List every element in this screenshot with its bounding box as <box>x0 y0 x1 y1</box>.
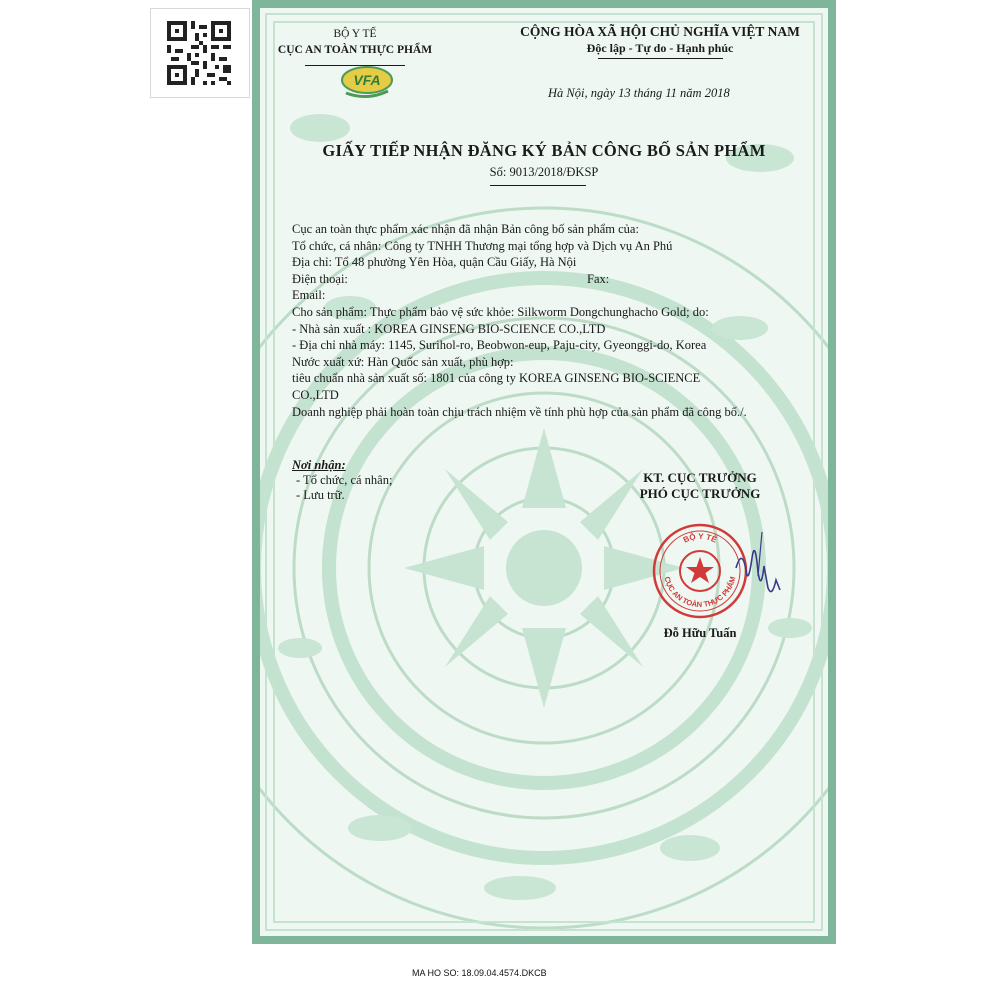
email-line: Email: <box>292 288 326 303</box>
republic-name: CỘNG HÒA XÃ HỘI CHỦ NGHĨA VIỆT NAM <box>520 24 800 39</box>
stamp-top-text: BỘ Y TẾ <box>681 531 719 545</box>
signer-name: Đỗ Hữu Tuấn <box>663 626 737 640</box>
phone-fax-line <box>292 271 747 288</box>
national-motto: Độc lập - Tự do - Hạnh phúc <box>586 41 734 55</box>
document-number: Số: 9013/2018/ĐKSP <box>489 165 599 179</box>
responsibility-line: Doanh nghiệp phải hoàn toàn chịu trách nhiệm về tính phù hợp của sản phẩm đã công bố./. <box>292 404 747 419</box>
document-title: GIẤY TIẾP NHẬN ĐĂNG KÝ BẢN CÔNG BỐ SẢN PHẨM <box>322 141 766 160</box>
certificate-body <box>292 221 747 420</box>
signer-title-block <box>600 470 800 502</box>
factory-address-line: - Địa chỉ nhà máy: 1145, Surihol-ro, Beobwon-eup, Paju-city, Gyeonggi-do, Korea <box>292 338 707 353</box>
stamp-bottom-text: CỤC AN TOÀN THỰC PHẨM <box>662 575 738 610</box>
agency-name: CỤC AN TOÀN THỰC PHẨM <box>277 44 433 56</box>
signer-title-2: PHÓ CỤC TRƯỞNG <box>639 486 761 501</box>
organization-line: Tổ chức, cá nhân: Công ty TNHH Thương mại tổng hợp và Dịch vụ An Phú <box>292 238 673 253</box>
certificate-paper <box>260 8 828 936</box>
manufacturer-line: - Nhà sản xuất : KOREA GINSENG BIO-SCIENCE CO.,LTD <box>292 321 606 336</box>
motto-underline <box>598 58 723 59</box>
recipients-label: Nơi nhận: <box>292 458 346 472</box>
qr-code-frame <box>150 8 250 98</box>
issuer-block <box>260 26 450 58</box>
svg-text:CỤC AN TOÀN THỰC PHẨM <box>663 576 738 609</box>
signer-title-1: KT. CỤC TRƯỞNG <box>643 470 757 485</box>
recipient-item: - Tổ chức, cá nhân; <box>296 473 393 487</box>
standard-line-1: tiêu chuẩn nhà sản xuất số: 1801 của công ty KOREA GINSENG BIO-SCIENCE <box>292 371 701 386</box>
dossier-code: MA HO SO: 18.09.04.4574.DKCB <box>412 968 547 978</box>
title-underline <box>490 185 586 186</box>
address-line: Địa chỉ: Tổ 48 phường Yên Hòa, quận Cầu Giấy, Hà Nội <box>292 255 577 270</box>
origin-line: Nước xuất xứ: Hàn Quốc sản xuất, phù hợp: <box>292 354 514 369</box>
vfa-logo-icon <box>340 63 394 99</box>
fax-label: Fax: <box>587 271 610 286</box>
certificate-frame <box>252 0 836 944</box>
intro-line: Cục an toàn thực phẩm xác nhận đã nhận Bản công bố sản phẩm của: <box>292 222 639 236</box>
vfa-logo-text: VFA <box>353 72 381 88</box>
recipient-item: - Lưu trữ. <box>296 488 345 502</box>
recipients-block <box>292 458 392 503</box>
handwritten-signature <box>728 528 788 608</box>
product-line: Cho sản phẩm: Thực phẩm bảo vệ sức khỏe: Silkworm Dongchunghacho Gold; do: <box>292 304 709 319</box>
qr-code-icon <box>167 21 231 85</box>
phone-label: Điện thoại: <box>292 271 348 286</box>
standard-line-2: CO.,LTD <box>292 387 339 402</box>
issue-date: Hà Nội, ngày 13 tháng 11 năm 2018 <box>548 86 730 100</box>
ministry-name: BỘ Y TẾ <box>333 28 377 40</box>
national-header <box>480 23 828 57</box>
